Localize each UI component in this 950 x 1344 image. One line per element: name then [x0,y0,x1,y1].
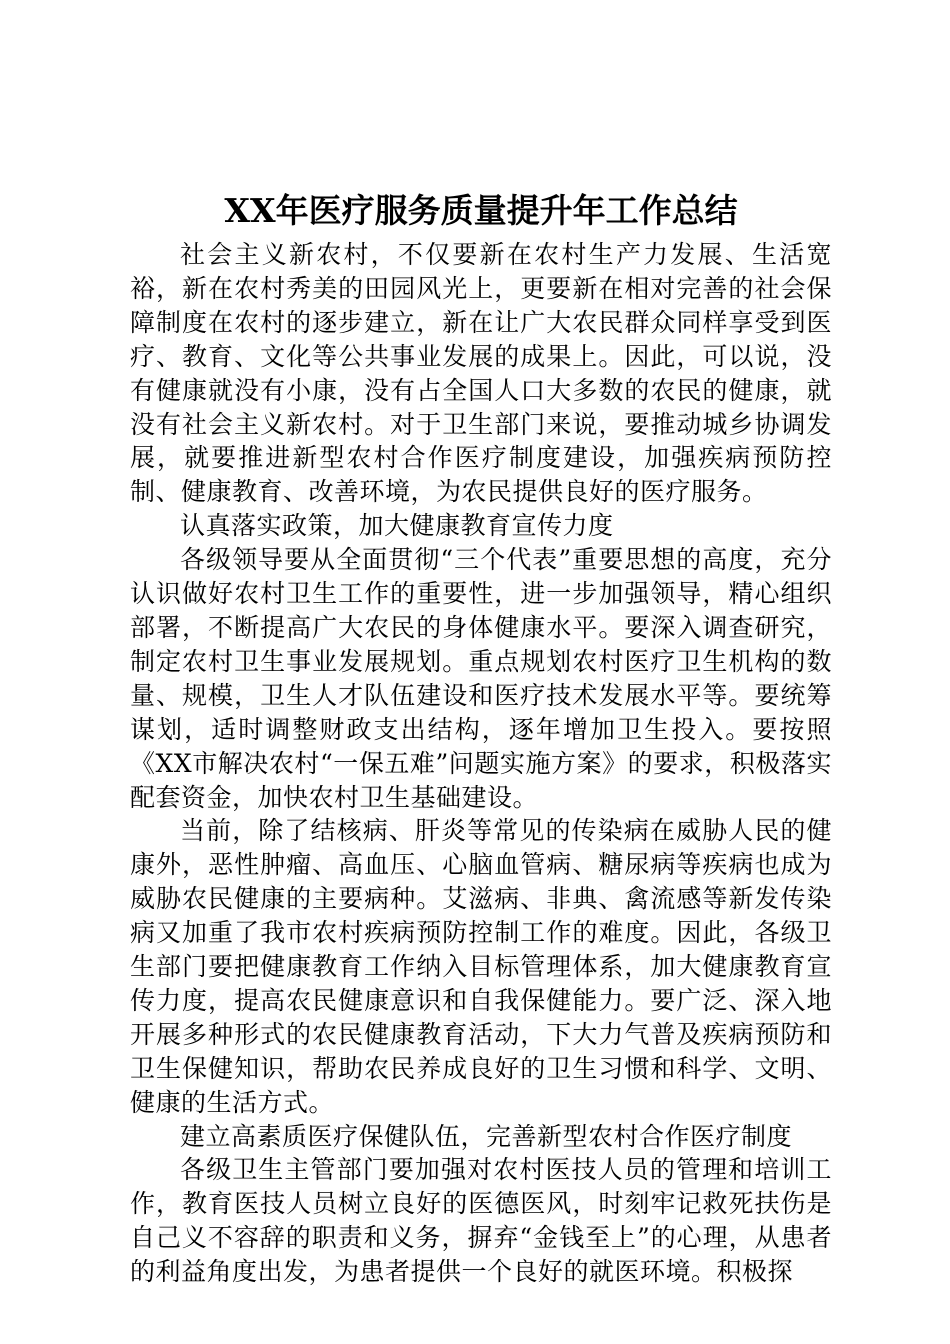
paragraph-training: 各级卫生主管部门要加强对农村医技人员的管理和培训工作，教育医技人员树立良好的医德医风，时刻牢记救死扶伤是自己义不容辞的职责和义务，摒弃“金钱至上”的心理，从患者的利益角度出发，为患者提供一个良好的就医环境。积极探 [130,1155,832,1287]
document-title: XX年医疗服务质量提升年工作总结 [224,191,738,230]
section-heading-policy: 认真落实政策，加大健康教育宣传力度 [180,511,614,541]
paragraph-leadership: 各级领导要从全面贯彻“三个代表”重要思想的高度，充分认识做好农村卫生工作的重要性，进一步加强领导，精心组织部署，不断提高广大农民的身体健康水平。要深入调查研究，制定农村卫生事业发展规划。重点规划农村医疗卫生机构的数量、规模，卫生人才队伍建设和医疗技术发展水平等。要统筹谋划，适时调整财政支出结构，逐年增加卫生投入。要按照《XX市解决农村“一保五难”问题实施方案》的要求，积极落实配套资金，加快农村卫生基础建设。 [130,545,832,812]
section-heading-team: 建立高素质医疗保健队伍，完善新型农村合作医疗制度 [180,1121,793,1151]
paragraph-disease: 当前，除了结核病、肝炎等常见的传染病在威胁人民的健康外，恶性肿瘤、高血压、心脑血管病、糖尿病等疾病也成为威胁农民健康的主要病种。艾滋病、非典、禽流感等新发传染病又加重了我市农村疾病预防控制工作的难度。因此，各级卫生部门要把健康教育工作纳入目标管理体系，加大健康教育宣传力度，提高农民健康意识和自我保健能力。要广泛、深入地开展多种形式的农民健康教育活动，下大力气普及疾病预防和卫生保健知识，帮助农民养成良好的卫生习惯和科学、文明、健康的生活方式。 [130,816,832,1117]
document-page [130,188,832,1289]
paragraph-intro: 社会主义新农村，不仅要新在农村生产力发展、生活宽裕，新在农村秀美的田园风光上，更要新在相对完善的社会保障制度在农村的逐步建立，新在让广大农民群众同样享受到医疗、教育、文化等公共事业发展的成果上。因此，可以说，没有健康就没有小康，没有占全国人口大多数的农民的健康，就没有社会主义新农村。对于卫生部门来说，要推动城乡协调发展，就要推进新型农村合作医疗制度建设，加强疾病预防控制、健康教育、改善环境，为农民提供良好的医疗服务。 [130,240,832,507]
